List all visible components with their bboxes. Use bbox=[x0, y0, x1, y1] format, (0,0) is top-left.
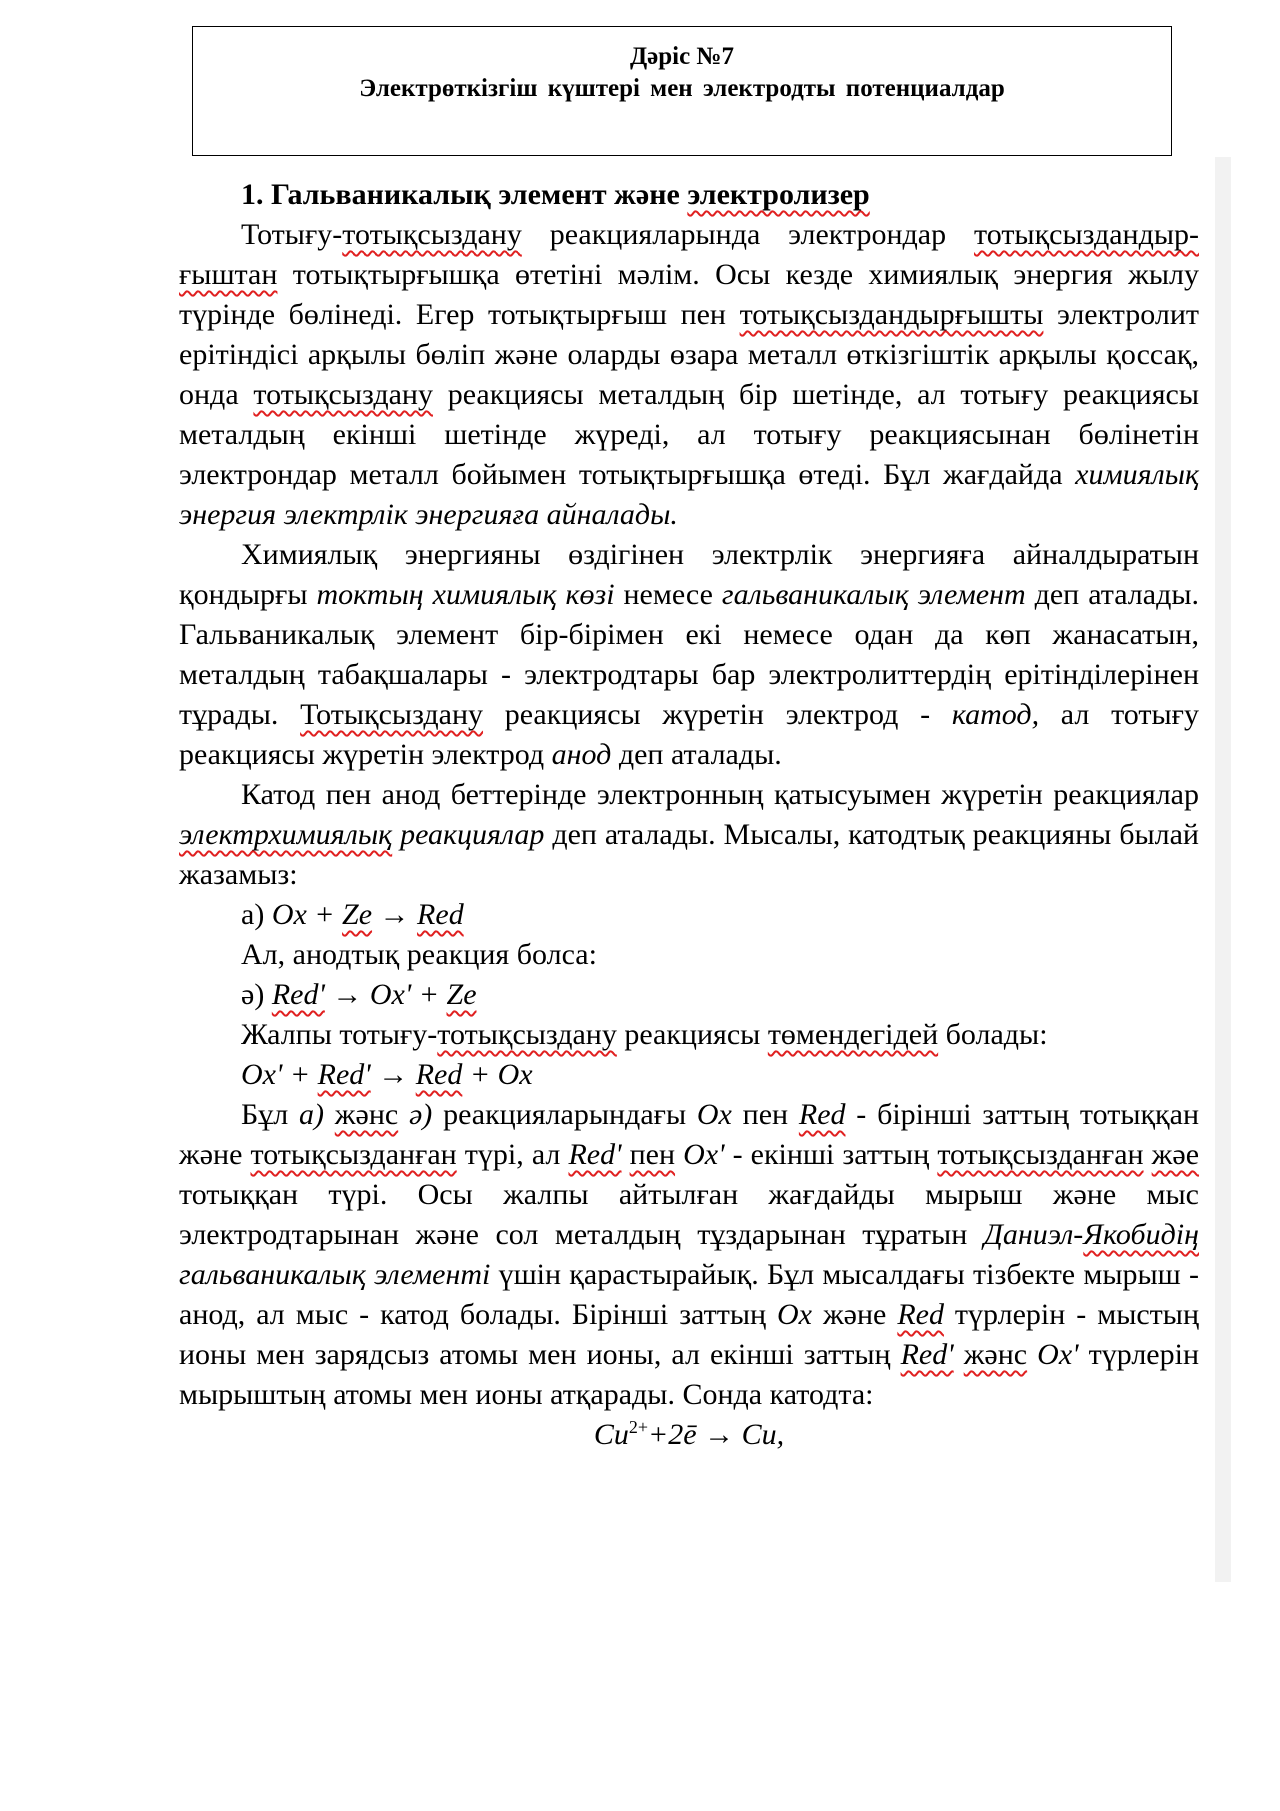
text-run: тотыққан түрі. Осы жалпы айтылған жағдайды мырыш және мыс электродтарынан және сол металдың тұздарынан тұратын bbox=[179, 1178, 1199, 1251]
text-run bbox=[675, 1138, 683, 1171]
text-run: болады: bbox=[938, 1018, 1048, 1051]
text-run: түрлерін - мыстың ионы мен зарядсыз атомы мен ионы, ал екінші заттың bbox=[179, 1298, 1200, 1371]
spell-flagged-word: Red bbox=[897, 1298, 944, 1331]
heading-text-misspelled: электролизер bbox=[687, 178, 870, 211]
text-run bbox=[324, 1098, 335, 1131]
spell-flagged-word: тотықсыздандырғышты bbox=[739, 298, 1044, 331]
italic-text: химиялық энергия электрлік энергияға айналады. bbox=[179, 458, 1199, 531]
text-run: Жалпы тотығу- bbox=[241, 1018, 438, 1051]
spell-flagged-word: Тотықсыздану bbox=[300, 698, 484, 731]
anode-intro: Ал, анодтық реакция болса: bbox=[241, 938, 597, 971]
text-run: Бұл bbox=[241, 1098, 299, 1131]
equation-term: Red bbox=[417, 898, 464, 931]
heading-text: 1. Гальваникалық элемент және bbox=[241, 178, 688, 211]
paragraph-2 bbox=[179, 535, 1199, 775]
equation-label: а) bbox=[241, 898, 272, 931]
text-run: түрі, ал bbox=[456, 1138, 569, 1171]
italic-term: Ox' bbox=[1037, 1338, 1079, 1371]
equation-arrow: → bbox=[370, 1058, 416, 1091]
spell-flagged-word: тотықсыздандыр-ғыштан bbox=[179, 218, 1199, 291]
lecture-header-box bbox=[192, 26, 1172, 156]
equation-term: Red bbox=[415, 1058, 463, 1091]
italic-term: Ox bbox=[696, 1098, 732, 1131]
page-edge-shadow bbox=[1215, 157, 1231, 1582]
equation-term: Ox' + bbox=[241, 1058, 318, 1091]
equation-term: Ze bbox=[446, 978, 477, 1011]
text-run: Химиялық энергияны өздігінен электрлік энергияға айналдыратын қондырғы bbox=[179, 538, 1199, 611]
spell-flagged-word: Red' bbox=[900, 1338, 954, 1371]
italic-term: Даниэл- bbox=[983, 1218, 1084, 1251]
text-run: және bbox=[811, 1298, 898, 1331]
document-body bbox=[179, 175, 1199, 1455]
text-run bbox=[1144, 1138, 1152, 1171]
text-run: реакциясы жүретін электрод - bbox=[483, 698, 952, 731]
spell-flagged-word: Якобидің bbox=[1083, 1218, 1199, 1251]
equation-charge: 2+ bbox=[628, 1417, 649, 1437]
spell-flagged-word: пен bbox=[629, 1138, 676, 1171]
equation-term: Red' bbox=[317, 1058, 371, 1091]
paragraph-5 bbox=[179, 1095, 1199, 1415]
text-run: ал тотығу реакциясы жүретін электрод bbox=[179, 698, 1199, 771]
equation-term: + Ox bbox=[462, 1058, 533, 1091]
text-run: реакциясы металдың бір шетінде, ал тотығу реакциясы металдың екінші шетінде жүреді, ал тотығу реакциясынан бөлінетін электрондар металл бойымен тотықтырғышқа өтеді. Бұл жағдайда bbox=[179, 378, 1199, 491]
text-run: Тотығу- bbox=[241, 218, 343, 251]
text-run: деп аталады. Мысалы, катодтық реакцияны былай жазамыз: bbox=[179, 818, 1199, 891]
text-run: Катод пен анод беттерінде электронның қатысуымен жүретін реакциялар bbox=[241, 778, 1199, 811]
equation-anode bbox=[179, 975, 1199, 1015]
equation-term: Ox + bbox=[271, 898, 343, 931]
paragraph-1 bbox=[179, 215, 1199, 535]
text-run bbox=[622, 1138, 630, 1171]
spell-flagged-word: жәе bbox=[1151, 1138, 1200, 1171]
equation-term: Ze bbox=[342, 898, 373, 931]
italic-term: гальваникалық элементі bbox=[179, 1258, 491, 1291]
equation-term: → Ox' + bbox=[324, 978, 447, 1011]
equation-arrow: → bbox=[372, 898, 418, 931]
spell-flagged-word: тотықсыздану bbox=[253, 378, 433, 411]
spell-flagged-word: Red bbox=[798, 1098, 846, 1131]
italic-term: анод bbox=[551, 738, 612, 771]
spell-flagged-word: электрхимиялық bbox=[179, 818, 393, 851]
equation-term: +2ē → Cu, bbox=[648, 1418, 785, 1451]
text-run: пен bbox=[731, 1098, 799, 1131]
spell-flagged-word: Red' bbox=[568, 1138, 622, 1171]
spell-flagged-word: тотықсыздану bbox=[342, 218, 522, 251]
text-run: реакцияларындағы bbox=[432, 1098, 697, 1131]
equation-label: ә) bbox=[241, 978, 272, 1011]
spell-flagged-word: жәнс bbox=[334, 1098, 399, 1131]
italic-term: гальваникалық элемент bbox=[721, 578, 1026, 611]
spell-flagged-word: жәнс bbox=[963, 1338, 1028, 1371]
italic-term: Ox bbox=[777, 1298, 812, 1331]
text-run: - бірінші заттың тотыққан және bbox=[179, 1098, 1199, 1171]
text-run bbox=[1027, 1338, 1037, 1371]
italic-term: а) bbox=[298, 1098, 324, 1131]
text-run: немесе bbox=[614, 578, 722, 611]
text-run: реакцияларында электрондар bbox=[521, 218, 974, 251]
paragraph-4 bbox=[179, 1015, 1199, 1055]
text-run bbox=[954, 1338, 964, 1371]
text-run: деп аталады. Гальваникалық элемент бір-бірімен екі немесе одан да көп жанасатын, металдың табақшалары - электродтары бар электролиттердің ерітінділерінен тұрады. bbox=[179, 578, 1200, 731]
spell-flagged-word: тотықсызданған bbox=[937, 1138, 1144, 1171]
spell-flagged-word: тотықсыздану bbox=[437, 1018, 617, 1051]
italic-term: реакциялар bbox=[392, 818, 545, 851]
paragraph-3 bbox=[179, 775, 1199, 895]
text-run: - екінші заттың bbox=[724, 1138, 938, 1171]
text-run: электролит ерітіндісі арқылы бөліп және оларды өзара металл өткізгіштік арқылы қоссақ, онда bbox=[179, 298, 1199, 411]
text-run: үшін қарастырайық. Бұл мысалдағы тізбекте мырыш - анод, ал мыс - катод болады. Бірінші заттың bbox=[179, 1258, 1199, 1331]
text-run: тотықтырғышқа өтетіні мәлім. Осы кезде химиялық энергия жылу түрінде бөлінеді. Егер тотықтырғыш пен bbox=[179, 258, 1199, 331]
section-heading bbox=[179, 175, 1199, 215]
lecture-title: Электрөткізгіш күштері мен электродты потенциалдар bbox=[359, 75, 1005, 102]
italic-term: токтың химиялық көзі bbox=[316, 578, 615, 611]
lecture-number: Дәріс №7 bbox=[629, 43, 735, 70]
text-run: деп аталады. bbox=[611, 738, 782, 771]
italic-term: катод, bbox=[951, 698, 1040, 731]
text-run: реакциясы bbox=[616, 1018, 768, 1051]
text-run: түрлерін мырыштың атомы мен ионы атқарады. Сонда катодта: bbox=[179, 1338, 1200, 1411]
equation-cathode bbox=[179, 895, 1199, 935]
equation-overall bbox=[179, 1055, 1199, 1095]
equation-cathode-copper bbox=[179, 1415, 1199, 1455]
equation-term: Red' bbox=[271, 978, 325, 1011]
spell-flagged-word: тотықсызданған bbox=[250, 1138, 457, 1171]
equation-term: Cu bbox=[593, 1418, 629, 1451]
italic-term: ә) bbox=[398, 1098, 433, 1131]
spell-flagged-word: төмендегідей bbox=[767, 1018, 939, 1051]
italic-term: Ox' bbox=[683, 1138, 725, 1171]
